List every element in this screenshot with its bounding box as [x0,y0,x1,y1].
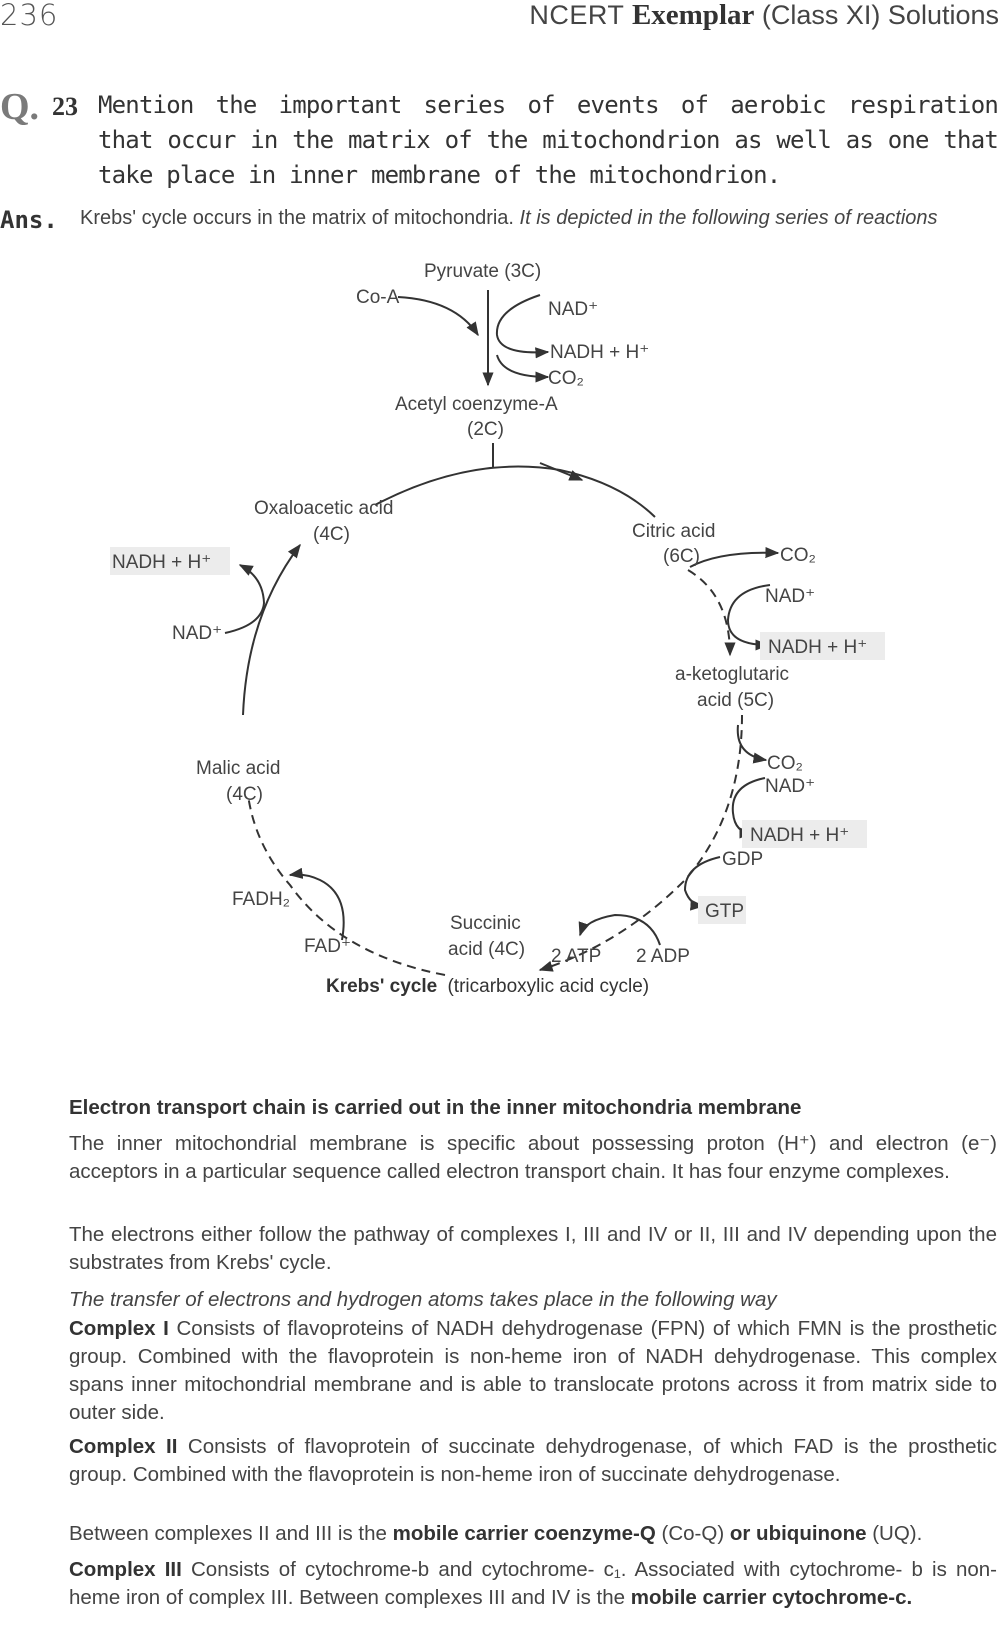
label-succinic-1: Succinic [450,913,521,934]
p4-b: mobile carrier coenzyme-Q [392,1522,656,1545]
label-pyruvate: Pyruvate (3C) [424,261,542,282]
answer-label: Ans. [0,206,58,234]
header-suffix: Solutions [887,0,999,30]
label-nadh-keto: NADH + H⁺ [750,825,850,846]
p4-e: (UQ). [872,1522,923,1545]
label-adp: 2 ADP [636,946,690,967]
label-nadh-top: NADH + H⁺ [550,342,650,363]
p4-c: (Co-Q) [661,1522,725,1545]
label-atp: 2 ATP [551,946,602,967]
etc-paragraph-4 [69,1520,997,1548]
complex-3 [69,1556,997,1612]
etc-paragraph-1: The inner mitochondrial membrane is specific about possessing proton (H⁺) and electron (e⁻) acceptors in a particular sequence called electron transport chain. It has four enzyme complexes. [69,1132,997,1183]
label-succinic-2: acid (4C) [448,939,526,960]
label-fad: FAD⁺ [304,936,351,957]
complex-3-text: Consists of cytochrome-b and cytochrome- c₁. Associated with cytochrome- b is non-heme iron of complex III. Between complexes III and IV is the [69,1558,998,1609]
diagram-caption [326,976,649,997]
label-nadh-left: NADH + H⁺ [112,552,212,573]
label-aketo-1: a-ketoglutaric [675,664,790,685]
label-co2-keto: CO₂ [767,753,803,774]
question-number: 23 [52,92,78,121]
header-class: (Class XI) [761,0,881,30]
caption-rest: (tricarboxylic acid cycle) [447,976,650,997]
p4-a: Between complexes II and III is the [69,1522,387,1545]
label-oxalo-2: (4C) [313,524,350,545]
answer-intro [80,205,995,232]
label-coa: Co-A [356,287,400,308]
label-nad-keto: NAD⁺ [765,776,816,797]
label-malic-1: Malic acid [196,758,281,779]
label-citric-2: (6C) [663,546,700,567]
running-header [529,0,999,32]
complex-3-bold: mobile carrier cytochrome-c. [630,1586,913,1609]
label-oxalo-1: Oxaloacetic acid [254,498,394,519]
label-nad-top: NAD⁺ [548,299,599,320]
label-aketo-2: acid (5C) [697,690,775,711]
label-gtp: GTP [705,901,745,922]
caption-bold: Krebs' cycle [326,976,438,997]
label-co2-citric: CO₂ [780,545,816,566]
label-acetyl-1: Acetyl coenzyme-A [395,394,558,415]
etc-heading: Electron transport chain is carried out in the inner mitochondria membrane [69,1096,802,1119]
label-acetyl-2: (2C) [467,419,504,440]
complex-1 [69,1315,997,1427]
complex-1-label: Complex I [69,1317,169,1340]
complex-2-label: Complex II [69,1435,178,1458]
krebs-cycle-diagram [0,255,999,1000]
complex-1-text: Consists of flavoproteins of NADH dehydrogenase (FPN) of which FMN is the prosthetic group. Combined with the flavoprotein is non-heme iron of NADH dehydrogenase. This complex spans inner mitochondrial membrane and is able to translocate protons across it from matrix side to outer side. [69,1317,997,1424]
complex-3-label: Complex III [69,1558,182,1581]
label-nad-left: NAD⁺ [172,623,223,644]
question-text: Mention the important series of events of aerobic respiration that occur in the matrix of the mitochondrion as well as one that take place in inner membrane of the mitochondrion. [98,91,998,189]
label-co2-top: CO₂ [548,368,584,389]
page-number: 236 [0,0,59,32]
answer-intro-text: Krebs' cycle occurs in the matrix of mitochondria. [80,207,514,229]
p4-d: or ubiquinone [729,1522,867,1545]
etc-paragraph-2: The electrons either follow the pathway of complexes I, III and IV or II, III and IV depending upon the substrates from Krebs' cycle. [69,1223,997,1274]
question-marker: Q. [0,86,40,128]
complex-2-text: Consists of flavoprotein of succinate dehydrogenase, of which FAD is the prosthetic group. Combined with the flavoprotein is non-heme iron of succinate dehydrogenase. [69,1435,997,1486]
header-title: Exemplar [631,0,755,31]
label-fadh2: FADH₂ [232,889,291,910]
label-nadh-citric: NADH + H⁺ [768,637,868,658]
label-citric-1: Citric acid [632,521,716,542]
etc-paragraph-3: The transfer of electrons and hydrogen atoms takes place in the following way [69,1288,777,1311]
answer-intro-italic: It is depicted in the following series of reactions [519,207,938,229]
complex-2 [69,1433,997,1489]
label-malic-2: (4C) [226,784,263,805]
label-nad-citric: NAD⁺ [765,586,816,607]
header-brand: NCERT [529,0,625,30]
label-gdp: GDP [722,849,764,870]
